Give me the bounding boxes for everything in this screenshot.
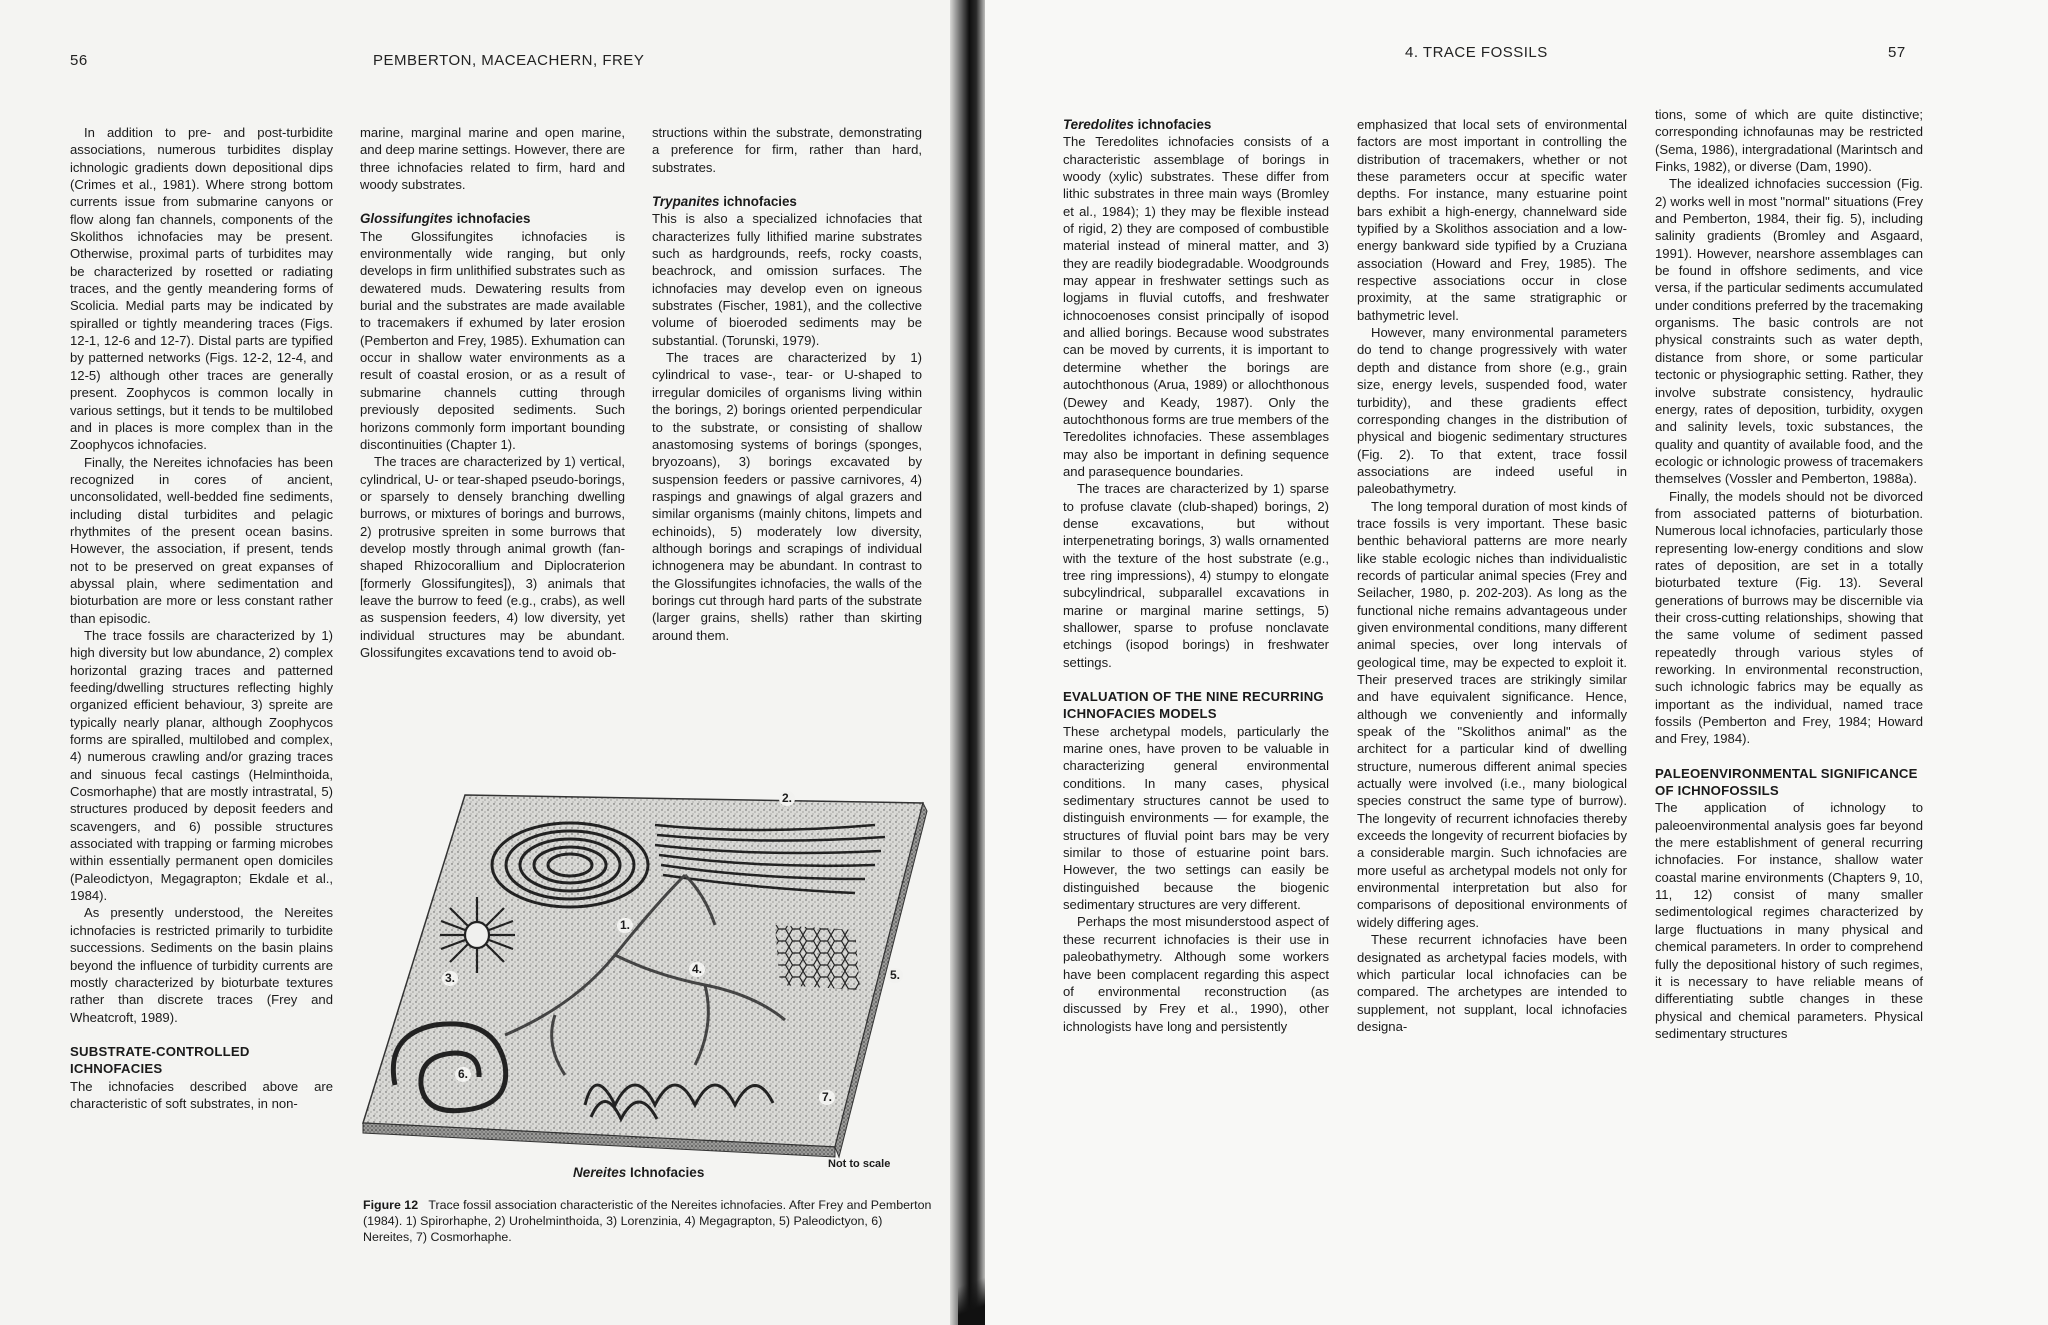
paragraph: emphasized that local sets of environmental factors are most important in controlling the distribution of tracemakers, whether or not these parameters occur at specific water depths. For instance, many estuarine point bars exhibit a high-energy, channelward side typified by a Skolithos association and a low-energy bankward side typified by a Cruziana association (Howard and Frey, 1985). The respective associations occur in close proximity, at the same stratigraphic or bathymetric level. xyxy=(1357,117,1627,323)
paragraph: These archetypal models, particularly the marine ones, have proven to be valuable in characterizing general environmental conditions. In many cases, physical sedimentary structures cannot be used to distinguish environments — for example, the structures of fluvial point bars may be very similar to those of estuarine point bars. However, the two settings can easily be distinguished because the biogenic sedimentary structures are very different. xyxy=(1063,723,1329,913)
paragraph: The trace fossils are characterized by 1) high diversity but low abundance, 2) complex horizontal grazing traces and patterned feeding/dwelling structures reflecting highly organized efficient behaviour, 3) spreite are typically nearly planar, although Zoophycos forms are spiralled, multilobed and complex, 4) numerous crawling and/or grazing traces and sinuous fecal castings (Helminthoida, Cosmorhaphe) that are mostly intrastratal, 5) structures produced by deposit feeders and scavengers, and 6) possible structures associated with trapping or farming microbes within essentially permanent open domiciles (Paleodictyon, Megagrapton; Ekdale et al., 1984). xyxy=(70,627,333,904)
lorenzinia-rosette xyxy=(440,897,515,973)
section-heading xyxy=(360,210,625,227)
paragraph: This is also a specialized ichnofacies that characterizes fully lithified marine substrates such as hardgrounds, reefs, rocky coasts, beachrock, and omission surfaces. The ichnofacies may develop even on igneous substrates (Fischer, 1981), and the collective volume of bioeroded sediments may be substantial. (Torunski, 1979). xyxy=(652,211,922,348)
figure-label-5: 5. xyxy=(887,968,903,983)
paragraph: The ichnofacies described above are characteristic of soft substrates, in non- xyxy=(70,1078,333,1111)
figure-label-1: 1. xyxy=(617,918,633,933)
paleodictyon-net xyxy=(775,925,860,990)
paragraph: In addition to pre- and post-turbidite associations, numerous turbidites display ichnologic gradients down depositional dips (Crimes et al., 1981). Where strong bottom currents issue from submarine canyons or flow along fan channels, components of the Skolithos ichnofacies may be present. Otherwise, proximal parts of turbidites may be characterized by rosetted or radiating traces, and the gently meandering forms of Scolicia. Medial parts may be indicated by spiralled or tightly meandering traces (Figs. 12-1, 12-6 and 12-7). Distal parts are typified by patterned networks (Figs. 12-2, 12-4, and 12-5) although other traces are generally present. Zoophycos is common locally in various settings, but it tends to be multilobed and in places is more complex than in the Zoophycos ichnofacies. xyxy=(70,125,333,453)
heading-rest: ichnofacies xyxy=(1133,117,1212,132)
paragraph: However, many environmental parameters do tend to change progressively with water depth and distance from shore (e.g., grain size, energy levels, suspended food, water turbidity), and these gradients effect corresponding changes in the distribution of physical and biogenic sedimentary structures (Fig. 2). To that extent, trace fossil associations are indeed useful in paleobathymetry. xyxy=(1357,325,1627,497)
heading-italic: Glossifungites xyxy=(360,211,454,227)
paragraph: Perhaps the most misunderstood aspect of these recurrent ichnofacies is their use in paleobathymetry. Although some workers have been complacent regarding this aspect of environmental reconstruction (as discussed by Frey et al., 1990), other ichnologists have long and persistently xyxy=(1063,914,1329,1034)
figure-title-rest: Ichnofacies xyxy=(626,1165,705,1180)
figure-12 xyxy=(355,785,930,1205)
paragraph: Finally, the models should not be divorced from associated patterns of bioturbation. Numerous local ichnofacies, particularly those representing low-energy conditions and slow rates of deposition, are set in a totally bioturbated texture (Fig. 13). Several generations of burrows may be discernible via their cross-cutting relationships, showing that the same volume of sediment passed repeatedly through various styles of reworking. In environmental reconstruction, such ichnologic fabrics may be equally as important as the individual, named trace fossils (Pemberton and Frey, 1984; Howard and Frey, 1984). xyxy=(1655,488,1923,747)
paragraph: As presently understood, the Nereites ichnofacies is restricted primarily to turbidite successions. Sediments on the basin plains beyond the influence of turbidity currents are mostly characterized by bioturbate textures rather than discrete traces (Frey and Wheatcroft, 1989). xyxy=(70,905,333,1025)
figure-title xyxy=(573,1165,704,1180)
caption-text: Trace fossil association characteristic of the Nereites ichnofacies. After Frey and Pemberton (1984). 1) Spirorhaphe, 2) Urohelminthoida, 3) Lorenzinia, 4) Megagrapton, 5) Paleodictyon, 6) Nereites, 7) Cosmorhaphe. xyxy=(363,1198,932,1245)
paragraph: The application of ichnology to paleoenvironmental analysis goes far beyond the mere establishment of general recurring ichnofacies. For instance, shallow water coastal marine environments (Chapters 9, 10, 11, 12) consist of many smaller sedimentological regimes characterized by large fluctuations in many physical and chemical parameters. In order to comprehend fully the depositional history of such regimes, it is necessary to have reliable means of differentiating subtle changes in these physical and chemical parameters. Physical sedimentary structures xyxy=(1655,800,1923,1041)
right-page xyxy=(985,0,2048,1325)
caption-label: Figure 12 xyxy=(363,1198,419,1212)
book-gutter-shadow xyxy=(950,0,985,1325)
figure-label-4: 4. xyxy=(689,962,705,977)
paragraph: The idealized ichnofacies succession (Fig. 2) works well in most "normal" situations (Frey and Pemberton, 1984, their fig. 5), including salinity gradients (Bromley and Asgaard, 1991). However, nearshore assemblages can be found in offshore sediments, and vice versa, if the particular sediments accumulated under conditions preferred by the tracemaking organisms. The basic controls are not physical constraints such as water depth, distance from shore, or some particular tectonic or physiographic setting. Rather, they involve substrate consistency, hydraulic energy, rates of deposition, turbidity, oxygen and salinity levels, toxic substances, the quality and quantity of available food, and the ecologic or ichnologic prowess of tracemakers themselves (Vossler and Pemberton, 1988a). xyxy=(1655,176,1923,487)
paragraph: These recurrent ichnofacies have been designated as archetypal facies models, with which particular local ichnofacies can be compared. The archetypes are intended to supplement, not supplant, local ichnofacies designa- xyxy=(1357,932,1627,1034)
running-head-left: PEMBERTON, MACEACHERN, FREY xyxy=(373,52,645,69)
heading-rest: ichnofacies xyxy=(719,194,797,210)
scale-note: Not to scale xyxy=(828,1158,891,1170)
paragraph: tions, some of which are quite distinctive; corresponding ichnofaunas may be restricted (Sema, 1986), intergradational (Marintsch and Finks, 1982), or diverse (Dam, 1990). xyxy=(1655,107,1923,175)
paragraph: marine, marginal marine and open marine, and deep marine settings. However, there are three ichnofacies related to firm, hard and woody substrates. xyxy=(360,125,625,193)
section-heading: PALEOENVIRONMENTAL SIGNIFICANCE OF ICHNOFOSSILS xyxy=(1655,765,1918,799)
section-heading: SUBSTRATE-CONTROLLED ICHNOFACIES xyxy=(70,1043,250,1077)
right-column-1 xyxy=(1063,116,1329,1035)
page-number-left: 56 xyxy=(70,52,88,69)
figure-label-6: 6. xyxy=(455,1067,471,1082)
figure-label-3: 3. xyxy=(442,971,458,986)
figure-title-italic: Nereites xyxy=(573,1165,627,1180)
paragraph: The traces are characterized by 1) vertical, cylindrical, U- or tear-shaped pseudo-borings, or sparsely to densely branching dwelling burrows, or mixtures of borings and burrows, 2) protrusive spreiten in some burrows that develop mostly through animal growth (fan-shaped Rhizocorallium and Diplocraterion [formerly Glossifungites]), 3) animals that leave the burrow to feed (e.g., crabs), as well as suspension feeders, 4) low diversity, yet individual structures may be abundant. Glossifungites excavations tend to avoid ob- xyxy=(360,454,625,660)
paragraph: Finally, the Nereites ichnofacies has been recognized in cores of ancient, unconsolidated, well-bedded fine sediments, including distal turbidites and pelagic rhythmites of the present ocean basins. However, the association, if present, tends not to be preserved on great expanses of abyssal plain, where sedimentation and bioturbation are more or less constant rather than episodic. xyxy=(70,454,333,626)
heading-italic: Trypanites xyxy=(652,194,720,210)
paragraph: The Glossifungites ichnofacies is environmentally wide ranging, but only develops in firm unlithified substrates such as dewatered muds. Dewatering results from burial and the substrates are made available to tracemakers if exhumed by later erosion (Pemberton and Frey, 1985). Exhumation can occur in shallow water environments as a result of coastal erosion, or as a result of submarine channels cutting through previously deposited sediments. Such horizons commonly form important bounding discontinuities (Chapter 1). xyxy=(360,228,625,452)
left-page xyxy=(0,0,950,1325)
left-column-2 xyxy=(360,124,625,661)
page-number-right: 57 xyxy=(1888,44,1906,61)
section-heading xyxy=(1063,116,1329,133)
paragraph: The traces are characterized by 1) cylindrical to vase-, tear- or U-shaped to irregular domiciles of organisms living within the borings, 2) borings oriented perpendicular to the substrate, or consisting of shallow anastomosing systems of borings (sponges, bryozoans), 3) borings excavated by suspension feeders or passive carnivores, 4) raspings and gnawings of algal grazers and similar organisms (mainly chitons, limpets and echinoids), 5) moderately low diversity, although borings and scrapings of individual ichnogenera may be abundant. In contrast to the Glossifungites ichnofacies, the walls of the borings cut through hard parts of the substrate (larger grains, shells) rather than skirting around them. xyxy=(652,350,922,643)
paragraph: structions within the substrate, demonstrating a preference for firm, rather than hard, substrates. xyxy=(652,125,922,175)
figure-label-7: 7. xyxy=(819,1090,835,1105)
paragraph: The Teredolites ichnofacies consists of a characteristic assemblage of borings in woody (xylic) substrates. These differ from lithic substrates in three main ways (Bromley et al., 1984); 1) they may be flexible instead of rigid, 2) they are composed of combustible material instead of mineral matter, and 3) they are readily biodegradable. Woodgrounds may appear in freshwater settings such as logjams in fluvial cutoffs, and freshwater ichnocoenoses consist principally of isopod and allied borings. Because wood substrates can be moved by currents, it is important to determine whether the borings are autochthonous (Arua, 1989) or allochthonous (Dewey and Keady, 1987). Only the autochthonous forms are true members of the Teredolites ichnofacies. These assemblages may also be important in defining sequence and parasequence boundaries. xyxy=(1063,134,1329,479)
heading-italic: Teredolites xyxy=(1063,117,1134,132)
nereites-block-diagram xyxy=(355,785,930,1165)
heading-rest: ichnofacies xyxy=(453,211,531,227)
right-column-2 xyxy=(1357,116,1627,1035)
paragraph: The traces are characterized by 1) sparse to profuse clavate (club-shaped) borings, 2) dense excavations, but without interpenetrating borings, 3) walls ornamented with the texture of the host substrate (e.g., tree ring impressions), 4) stumpy to elongate subcylindrical, subparallel excavations in marine or marginal marine settings, 5) shallower, sparse to profuse nonclavate etchings (isopod borings) in freshwater settings. xyxy=(1063,481,1329,670)
figure-caption xyxy=(363,1197,933,1246)
figure-label-2: 2. xyxy=(779,791,795,806)
running-head-right: 4. TRACE FOSSILS xyxy=(1405,44,1548,61)
left-column-1 xyxy=(70,124,333,1112)
left-column-3 xyxy=(652,124,922,644)
paragraph: The long temporal duration of most kinds of trace fossils is very important. These basic benthic behavioral patterns are more nearly like stable ecologic niches than individualistic records of particular animal species (Frey and Seilacher, 1980, p. 202-203). As long as the functional niche remains advantageous under given environmental conditions, many different animal species, over long intervals of geological time, may be expected to exploit it. Their preserved traces are strikingly similar and have equivalent significance. Hence, although we conveniently and informally speak of the "Skolithos animal" as the architect for a particular kind of dwelling structure, numerous different animal species actually were involved (i.e., many biological species construct the same type of burrow). The longevity of recurrent ichnofacies thereby exceeds the longevity of recurrent biofacies by a considerable margin. Such ichnofacies are more useful as archetypal models not only for environmental interpretation but also for comparisons of depositional environments of widely differing ages. xyxy=(1357,498,1627,930)
section-heading: EVALUATION OF THE NINE RECURRING ICHNOFACIES MODELS xyxy=(1063,689,1324,722)
right-column-3 xyxy=(1655,106,1923,1042)
section-heading xyxy=(652,193,922,210)
